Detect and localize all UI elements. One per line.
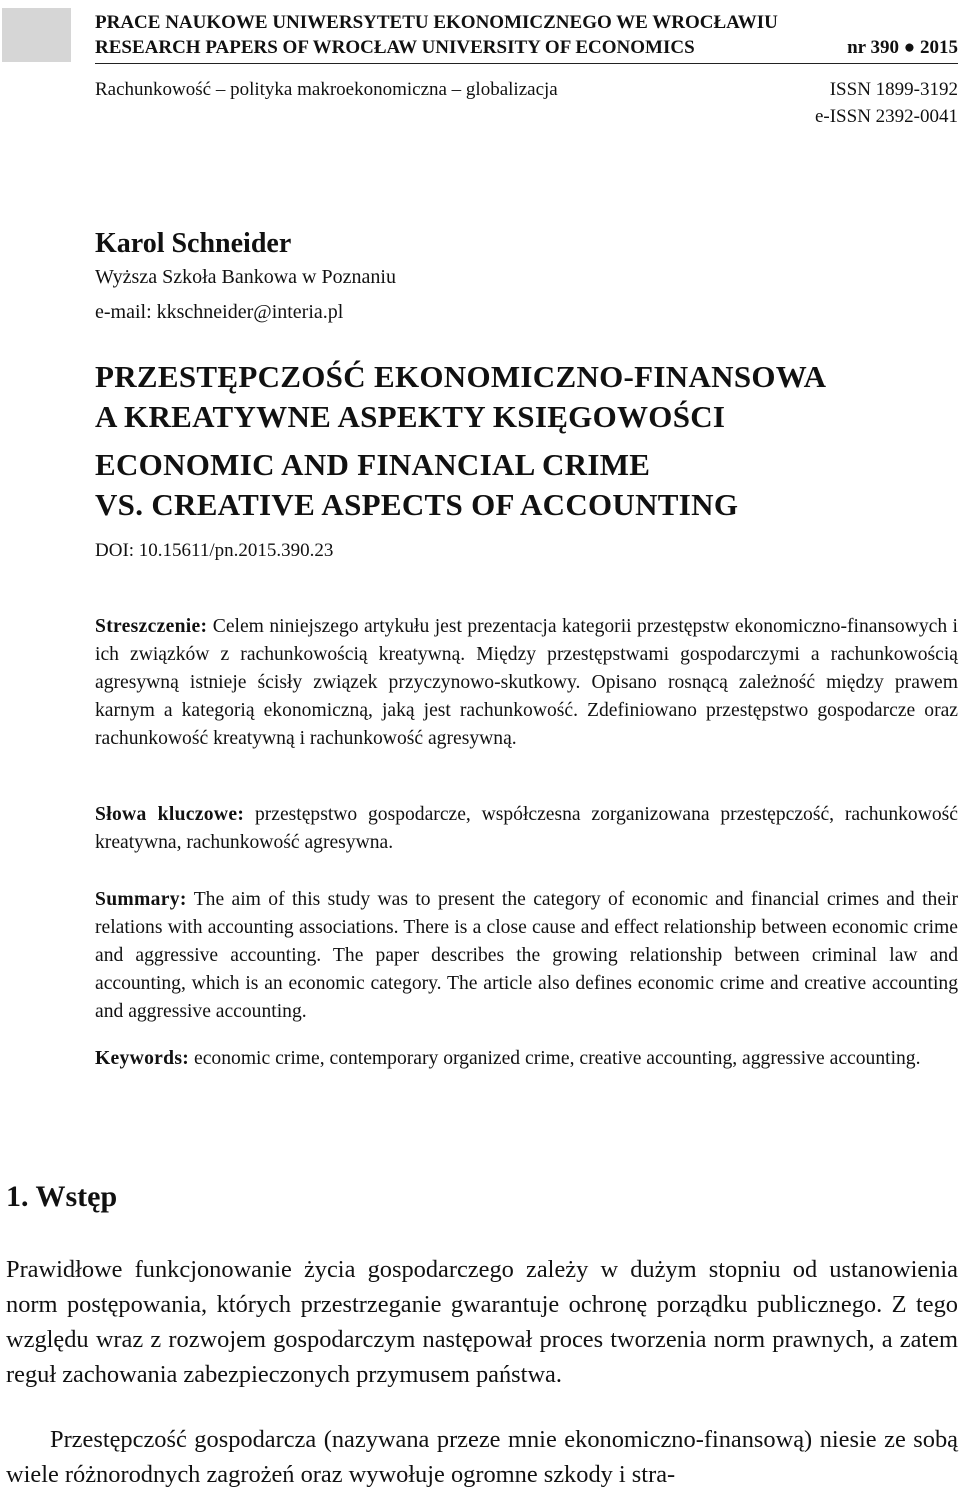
abstract-en	[95, 886, 958, 1026]
title-pl	[95, 357, 826, 437]
issn: ISSN 1899-3192	[829, 79, 958, 100]
keywords-pl-label: Słowa kluczowe:	[95, 804, 245, 825]
keywords-pl-text: przestępstwo gospodarcze, współczesna zorganizowana przestępczość, rachunkowość kreatywna, rachunkowość agresywna.	[95, 804, 958, 853]
keywords-en-label: Keywords:	[95, 1048, 190, 1069]
title-pl-line2: A KREATYWNE ASPEKTY KSIĘGOWOŚCI	[95, 399, 726, 434]
body-paragraph-2: Przestępczość gospodarcza (nazywana przeze mnie ekonomiczno-finansową) niesie ze sobą wiele różnorodnych zagrożeń oraz wywołuje ogromne szkody i stra-	[6, 1426, 958, 1488]
keywords-en	[95, 1045, 958, 1073]
abstract-en-label: Summary:	[95, 889, 187, 910]
keywords-en-text: economic crime, contemporary organized crime, creative accounting, aggressive accounting.	[194, 1048, 921, 1069]
header-rule	[95, 63, 958, 64]
doi: DOI: 10.15611/pn.2015.390.23	[95, 540, 334, 561]
section-heading: 1. Wstęp	[6, 1180, 118, 1213]
abstract-pl-text: Celem niniejszego artykułu jest prezentacja kategorii przestępstw ekonomiczno-finansowych i ich związków z rachunkowością kreatywną. Między przestępstwami gospodarczymi a rachunkowością agresywną istnieje ścisły związek przyczynowo-skutkowy. Opisano rosnącą zależność między prawem karnym a kategorią ekonomiczną, jaką jest rachunkowość. Zdefiniowano przestępstwo gospodarcze oraz rachunkowość kreatywną i rachunkowość agresywną.	[95, 616, 958, 749]
body-paragraph-1: Prawidłowe funkcjonowanie życia gospodarczego zależy w dużym stopniu od ustanowienia norm postępowania, których przestrzeganie gwarantuje ochronę porządku publicznego. Z tego względu wraz z rozwojem gospodarczym następował proces tworzenia norm prawnych, a zatem reguł zachowania zabezpieczonych przymusem państwa.	[6, 1256, 958, 1388]
author-affiliation: Wyższa Szkoła Bankowa w Poznaniu	[95, 266, 396, 288]
series-row	[95, 78, 958, 102]
author-name: Karol Schneider	[95, 228, 292, 259]
author-email: e-mail: kkschneider@interia.pl	[95, 301, 344, 323]
journal-title-pl: PRACE NAUKOWE UNIWERSYTETU EKONOMICZNEGO WE WROCŁAWIU	[95, 12, 778, 33]
abstract-en-text: The aim of this study was to present the category of economic and financial crimes and their relations with accounting associations. There is a close cause and effect relationship between economic crime and aggressive accounting. The paper describes the growing relationship between criminal law and accounting, which is an economic category. The article also defines economic crime and creative accounting and aggressive accounting.	[95, 889, 959, 1022]
title-en	[95, 445, 738, 525]
journal-title-row	[95, 36, 958, 60]
keywords-pl	[95, 801, 958, 857]
eissn: e-ISSN 2392-0041	[814, 106, 958, 127]
journal-issue: nr 390 ● 2015	[847, 37, 958, 58]
header-gray-box	[2, 8, 71, 62]
abstract-pl-label: Streszczenie:	[95, 616, 208, 637]
title-en-line2: VS. CREATIVE ASPECTS OF ACCOUNTING	[95, 487, 739, 522]
title-pl-line1: PRZESTĘPCZOŚĆ EKONOMICZNO-FINANSOWA	[95, 359, 827, 394]
series-title: Rachunkowość – polityka makroekonomiczna – globalizacja	[95, 79, 558, 100]
title-en-line1: ECONOMIC AND FINANCIAL CRIME	[95, 447, 651, 482]
journal-title-en: RESEARCH PAPERS OF WROCŁAW UNIVERSITY OF ECONOMICS	[95, 37, 695, 58]
abstract-pl	[95, 613, 958, 753]
